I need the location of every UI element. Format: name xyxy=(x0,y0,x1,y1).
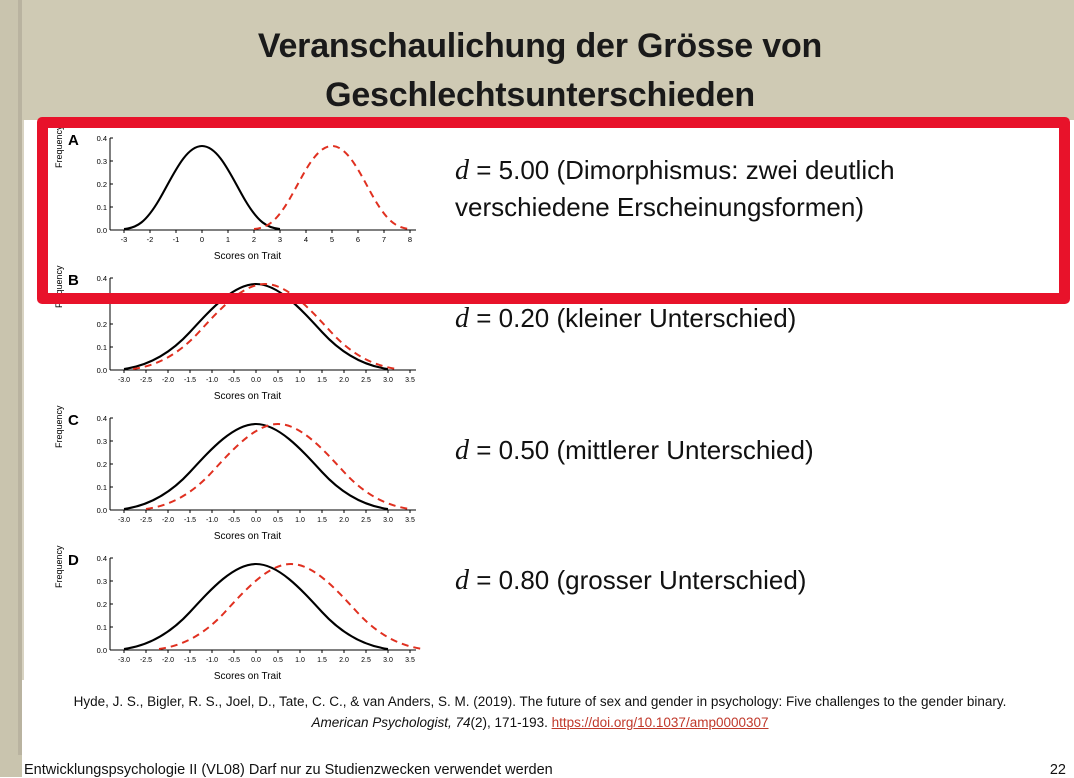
svg-text:0.0: 0.0 xyxy=(96,366,107,375)
svg-text:3.0: 3.0 xyxy=(383,517,393,524)
svg-text:-2.0: -2.0 xyxy=(161,657,175,664)
svg-text:2.0: 2.0 xyxy=(339,657,349,664)
svg-text:5: 5 xyxy=(329,235,335,244)
svg-text:-1.5: -1.5 xyxy=(183,377,197,384)
svg-text:-0.5: -0.5 xyxy=(227,657,241,664)
citation-part1: Hyde, J. S., Bigler, R. S., Joel, D., Tate, C. C., & van Anders, S. M. (2019). The future of sex and gender in psychology: Five challenges to the gender binary. xyxy=(73,694,1007,709)
page-title xyxy=(60,22,1020,121)
citation-part2: (2), 171-193. xyxy=(470,714,552,730)
panel-c-xlabel: Scores on Trait xyxy=(213,531,282,542)
footer-decor xyxy=(0,755,22,777)
panel-b-xlabel: Scores on Trait xyxy=(213,391,282,402)
citation-doi-link[interactable]: https://doi.org/10.1037/amp0000307 xyxy=(551,714,769,730)
panel-d xyxy=(54,545,435,690)
svg-text:-1.5: -1.5 xyxy=(183,657,197,664)
svg-text:-1.0: -1.0 xyxy=(205,517,219,524)
d-symbol-d: d xyxy=(455,565,469,596)
svg-text:-1: -1 xyxy=(172,235,180,244)
svg-text:1.5: 1.5 xyxy=(317,517,327,524)
svg-text:0.2: 0.2 xyxy=(96,180,107,189)
svg-text:-3.0: -3.0 xyxy=(117,517,131,524)
svg-text:-3.0: -3.0 xyxy=(117,657,131,664)
svg-text:1: 1 xyxy=(225,235,231,244)
svg-text:-0.5: -0.5 xyxy=(227,517,241,524)
svg-text:-2.5: -2.5 xyxy=(139,377,153,384)
svg-text:0.0: 0.0 xyxy=(251,377,261,384)
panel-a-letter: A xyxy=(68,132,79,149)
svg-text:-2.0: -2.0 xyxy=(161,517,175,524)
description-a-text: = 5.00 (Dimorphismus: zwei deutlich verschiedene Erscheinungsformen) xyxy=(455,155,895,222)
svg-text:-2: -2 xyxy=(146,235,154,244)
page-title-line2: Geschlechtsunterschieden xyxy=(325,76,755,115)
description-b-text: = 0.20 (kleiner Unterschied) xyxy=(476,303,797,333)
description-c-text: = 0.50 (mittlerer Unterschied) xyxy=(476,435,814,465)
svg-text:0.0: 0.0 xyxy=(251,657,261,664)
svg-text:3.5: 3.5 xyxy=(405,657,415,664)
svg-text:0.5: 0.5 xyxy=(273,377,283,384)
svg-text:2.0: 2.0 xyxy=(339,517,349,524)
svg-text:0.4: 0.4 xyxy=(96,414,107,423)
svg-text:3.0: 3.0 xyxy=(383,657,393,664)
content-left-rule xyxy=(22,120,24,680)
svg-text:-2.5: -2.5 xyxy=(139,657,153,664)
panel-b-letter: B xyxy=(68,272,79,289)
svg-text:1.0: 1.0 xyxy=(295,517,305,524)
panel-a-xlabel: Scores on Trait xyxy=(213,251,282,262)
svg-text:1.5: 1.5 xyxy=(317,377,327,384)
svg-text:0.4: 0.4 xyxy=(96,134,107,143)
description-c xyxy=(455,432,814,470)
panel-b-ylabel: Frequency xyxy=(54,265,64,308)
svg-text:0.2: 0.2 xyxy=(96,320,107,329)
panel-c xyxy=(54,405,435,550)
svg-text:3: 3 xyxy=(277,235,283,244)
svg-text:-1.0: -1.0 xyxy=(205,657,219,664)
panel-c-chart xyxy=(76,410,428,538)
svg-text:-2.0: -2.0 xyxy=(161,377,175,384)
svg-text:0.1: 0.1 xyxy=(96,203,107,212)
highlight-rectangle xyxy=(37,117,1070,304)
citation-journal: American Psychologist, 74 xyxy=(311,714,471,730)
svg-text:0.3: 0.3 xyxy=(96,577,107,586)
svg-text:2.5: 2.5 xyxy=(361,517,371,524)
svg-text:2.5: 2.5 xyxy=(361,377,371,384)
svg-text:0.1: 0.1 xyxy=(96,483,107,492)
svg-text:0.2: 0.2 xyxy=(96,600,107,609)
d-symbol-c: d xyxy=(455,435,469,466)
svg-text:0.0: 0.0 xyxy=(251,517,261,524)
svg-text:0.1: 0.1 xyxy=(96,623,107,632)
svg-text:3.5: 3.5 xyxy=(405,517,415,524)
svg-text:0.4: 0.4 xyxy=(96,274,107,283)
page-title-line1: Veranschaulichung der Grösse von xyxy=(257,27,823,65)
d-symbol-b: d xyxy=(455,303,469,334)
panel-c-letter: C xyxy=(68,412,79,429)
svg-text:3.5: 3.5 xyxy=(405,377,415,384)
svg-text:1.0: 1.0 xyxy=(295,377,305,384)
svg-text:-3: -3 xyxy=(120,235,128,244)
slide-number: 22 xyxy=(1049,762,1066,778)
panel-d-chart xyxy=(76,550,428,678)
svg-text:8: 8 xyxy=(407,235,413,244)
description-d xyxy=(455,562,806,600)
citation xyxy=(60,692,1020,734)
svg-text:6: 6 xyxy=(355,235,361,244)
panel-a-ylabel: Frequency xyxy=(54,125,64,168)
svg-text:0.5: 0.5 xyxy=(273,657,283,664)
d-symbol-a: d xyxy=(455,155,469,186)
svg-text:0: 0 xyxy=(199,235,205,244)
svg-text:0.3: 0.3 xyxy=(96,297,107,306)
svg-text:-1.0: -1.0 xyxy=(205,377,219,384)
svg-text:2: 2 xyxy=(251,235,257,244)
svg-text:2.0: 2.0 xyxy=(339,377,349,384)
svg-text:3.0: 3.0 xyxy=(383,377,393,384)
svg-text:0.0: 0.0 xyxy=(96,646,107,655)
svg-text:-1.5: -1.5 xyxy=(183,517,197,524)
svg-text:0.0: 0.0 xyxy=(96,226,107,235)
svg-text:-2.5: -2.5 xyxy=(139,517,153,524)
description-b xyxy=(455,300,796,338)
left-decor-bar xyxy=(0,0,18,777)
svg-text:-3.0: -3.0 xyxy=(117,377,131,384)
panel-d-xlabel: Scores on Trait xyxy=(213,671,282,682)
svg-text:0.3: 0.3 xyxy=(96,157,107,166)
svg-text:0.3: 0.3 xyxy=(96,437,107,446)
svg-text:1.5: 1.5 xyxy=(317,657,327,664)
svg-text:-0.5: -0.5 xyxy=(227,377,241,384)
svg-text:4: 4 xyxy=(303,235,309,244)
svg-text:0.1: 0.1 xyxy=(96,343,107,352)
svg-text:0.5: 0.5 xyxy=(273,517,283,524)
svg-text:2.5: 2.5 xyxy=(361,657,371,664)
panel-d-letter: D xyxy=(68,552,79,569)
panel-c-ylabel: Frequency xyxy=(54,405,64,448)
svg-text:0.0: 0.0 xyxy=(96,506,107,515)
panel-d-ylabel: Frequency xyxy=(54,545,64,588)
svg-text:7: 7 xyxy=(381,235,387,244)
description-d-text: = 0.80 (grosser Unterschied) xyxy=(476,565,807,595)
svg-text:1.0: 1.0 xyxy=(295,657,305,664)
svg-text:0.4: 0.4 xyxy=(96,554,107,563)
footer-left-text: Entwicklungspsychologie II (VL08) Darf nur zu Studienzwecken verwendet werden xyxy=(24,762,553,778)
svg-text:0.2: 0.2 xyxy=(96,460,107,469)
